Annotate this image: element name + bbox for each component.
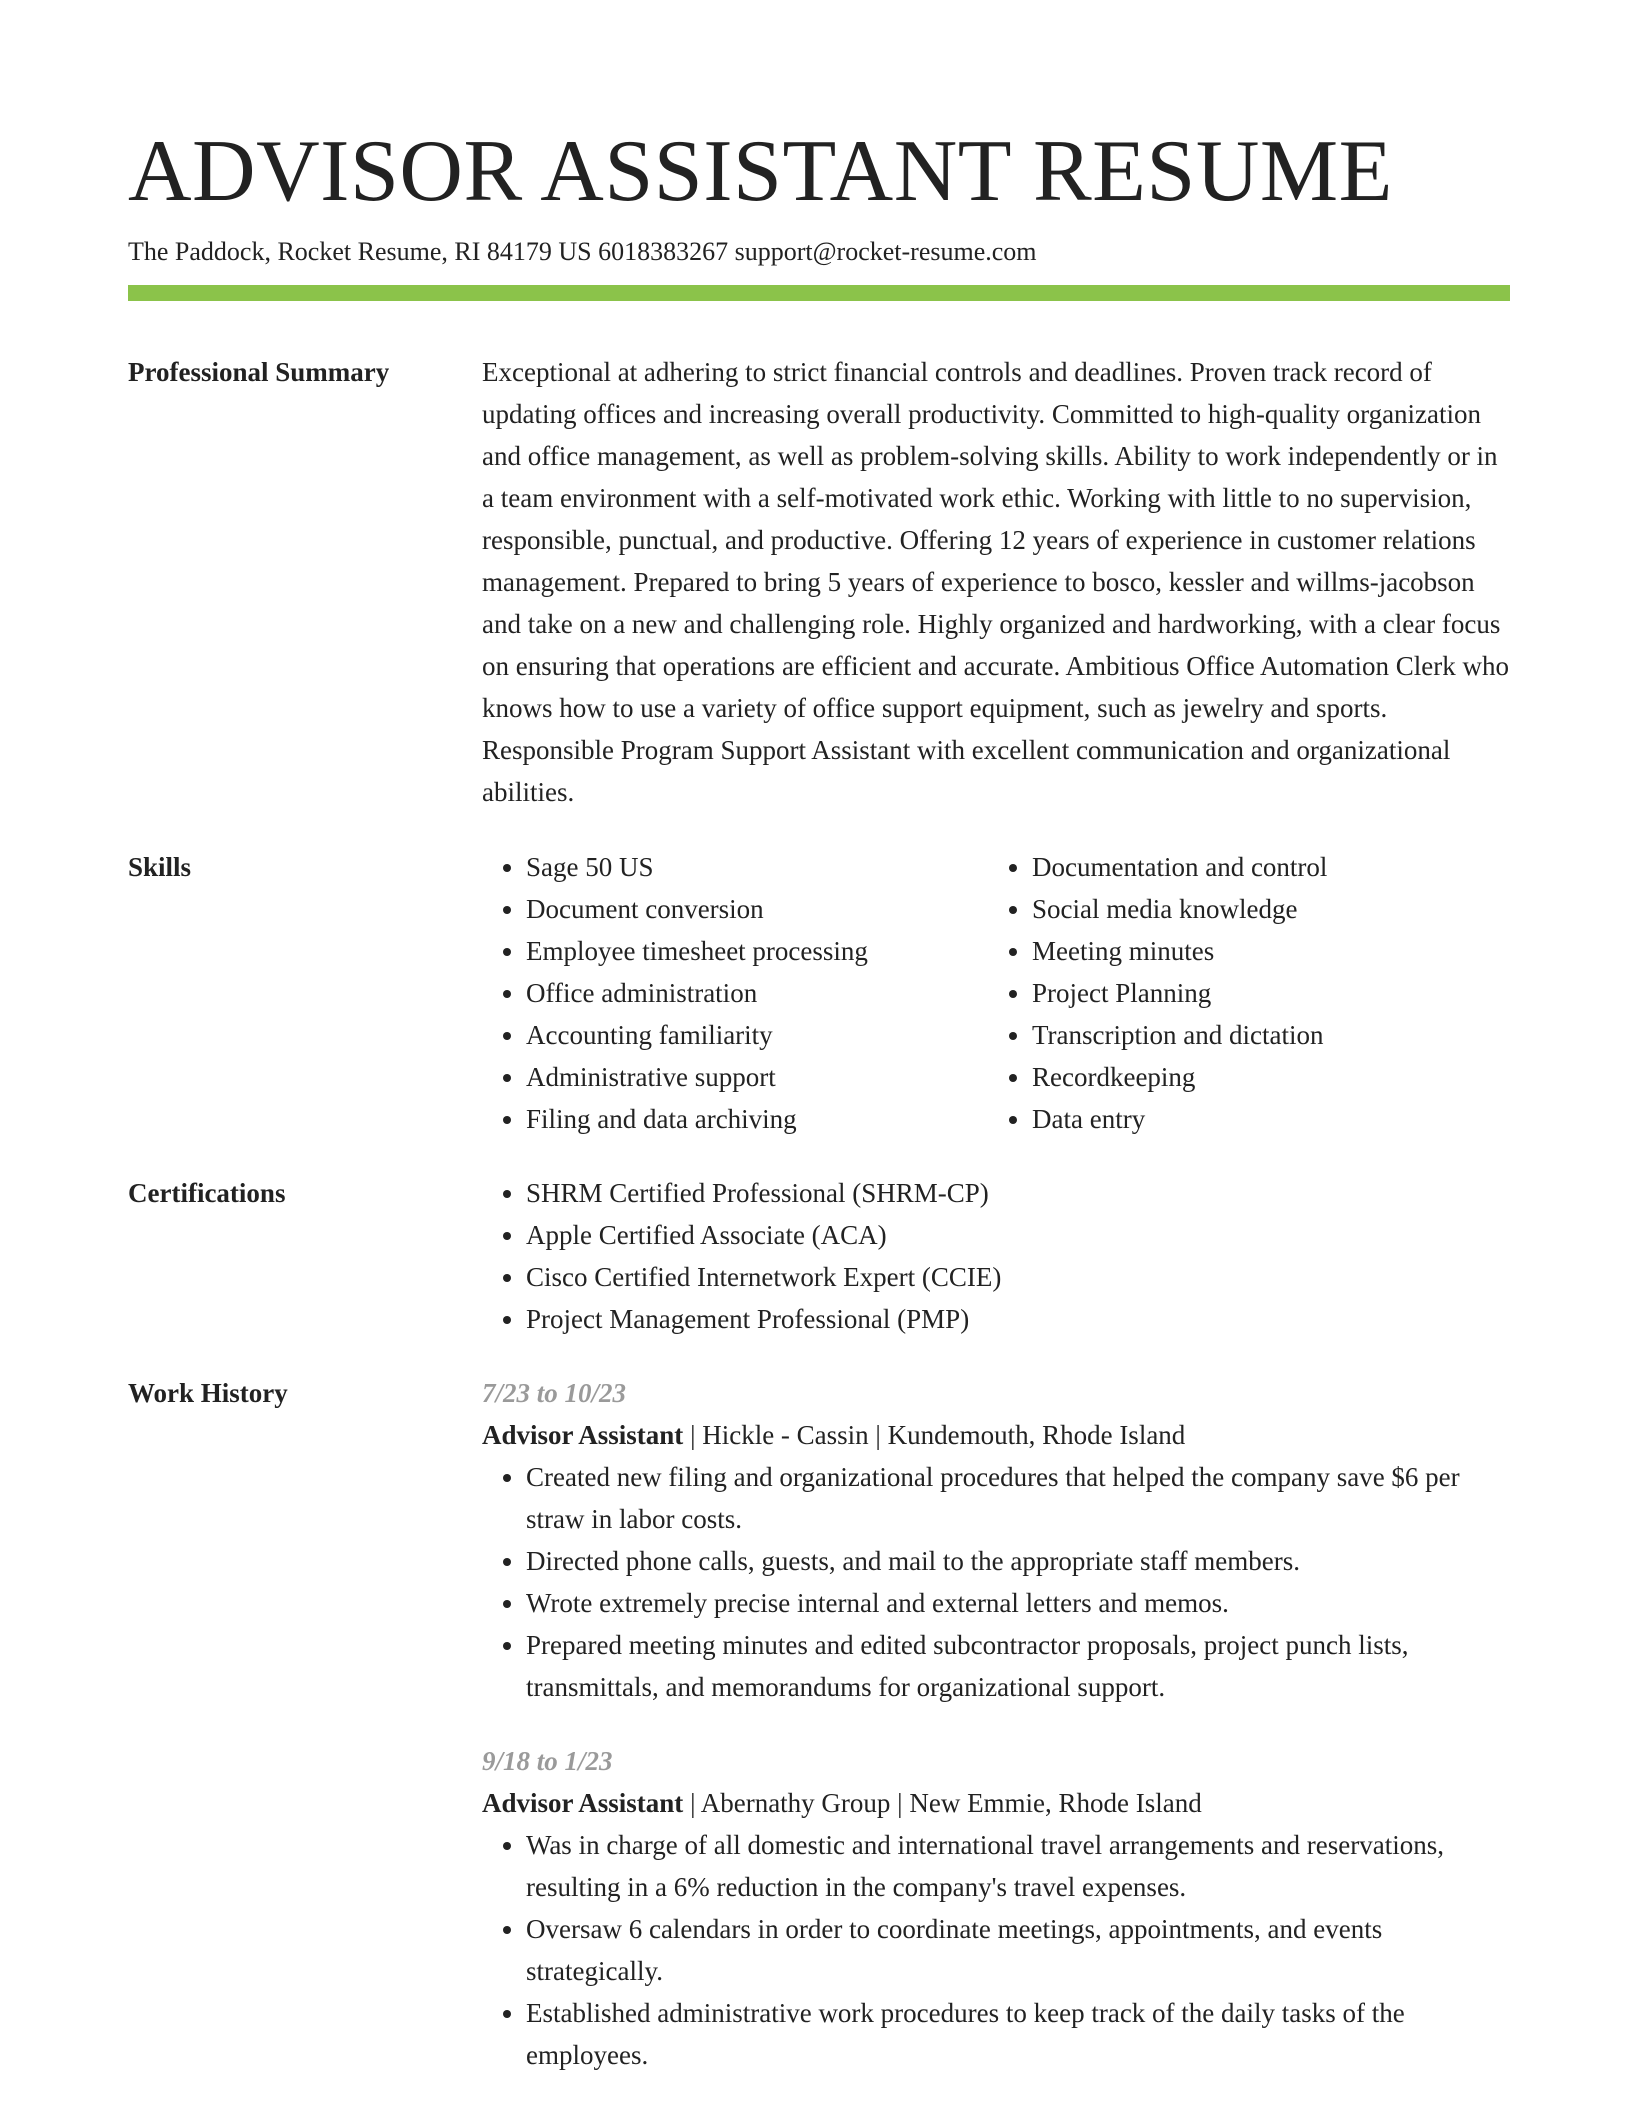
job-bullet: • Directed phone calls, guests, and mail to the appropriate staff members.: [526, 1540, 1510, 1582]
skill-item: • Document conversion: [526, 888, 988, 930]
job-bullet: • Created new filing and organizational procedures that helped the company save $6 per straw in labor costs.: [526, 1456, 1510, 1540]
job-employer-location: | Abernathy Group | New Emmie, Rhode Island: [683, 1788, 1202, 1818]
skill-item: • Accounting familiarity: [526, 1014, 988, 1056]
skill-item: • Administrative support: [526, 1056, 988, 1098]
skill-item: • Filing and data archiving: [526, 1098, 988, 1140]
job-bullet: • Was in charge of all domestic and international travel arrangements and reservations, resulting in a 6% reduction in the company's travel expenses.: [526, 1824, 1510, 1908]
job-heading: [482, 1782, 1510, 1824]
job-bullet: • Wrote extremely precise internal and external letters and memos.: [526, 1582, 1510, 1624]
job-employer-location: | Hickle - Cassin | Kundemouth, Rhode Island: [683, 1420, 1186, 1450]
skill-item: • Employee timesheet processing: [526, 930, 988, 972]
skill-item: • Transcription and dictation: [1032, 1014, 1494, 1056]
certification-item: • Project Management Professional (PMP): [526, 1298, 1510, 1340]
skills-list-right: [988, 846, 1494, 1140]
header-divider: [128, 285, 1510, 301]
certification-item: • Apple Certified Associate (ACA): [526, 1214, 1510, 1256]
job-bullet: • Established administrative work procedures to keep track of the daily tasks of the employees.: [526, 1992, 1510, 2076]
job-bullets: [482, 1456, 1510, 1708]
certifications-list: [482, 1172, 1510, 1340]
summary-section: [128, 351, 1510, 813]
skill-item: • Social media knowledge: [1032, 888, 1494, 930]
skill-item: • Recordkeeping: [1032, 1056, 1494, 1098]
skills-list-left: [482, 846, 988, 1140]
section-label-work-history: Work History: [128, 1378, 288, 1408]
skill-item: • Data entry: [1032, 1098, 1494, 1140]
skills-section: [128, 846, 1510, 1140]
job-bullet: • Oversaw 6 calendars in order to coordinate meetings, appointments, and events strategically.: [526, 1908, 1510, 1992]
certification-item: • SHRM Certified Professional (SHRM-CP): [526, 1172, 1510, 1214]
certifications-section: [128, 1172, 1510, 1340]
job-bullet: • Prepared meeting minutes and edited subcontractor proposals, project punch lists, transmittals, and memorandums for organizational support.: [526, 1624, 1510, 1708]
job-dates: 7/23 to 10/23: [482, 1378, 627, 1408]
job-title: Advisor Assistant: [482, 1788, 684, 1818]
job-entry: [482, 1372, 1510, 1708]
skill-item: • Office administration: [526, 972, 988, 1014]
contact-line: The Paddock, Rocket Resume, RI 84179 US 6018383267 support@rocket-resume.com: [128, 237, 1037, 266]
work-history-section: [128, 1372, 1510, 2076]
certification-item: • Cisco Certified Internetwork Expert (CCIE): [526, 1256, 1510, 1298]
job-dates: 9/18 to 1/23: [482, 1746, 613, 1776]
job-heading: [482, 1414, 1510, 1456]
skill-item: • Meeting minutes: [1032, 930, 1494, 972]
job-title: Advisor Assistant: [482, 1420, 684, 1450]
skill-item: • Sage 50 US: [526, 846, 988, 888]
job-bullets: [482, 1824, 1510, 2076]
job-entry: [482, 1740, 1510, 2076]
section-label-summary: Professional Summary: [128, 357, 390, 387]
summary-text: Exceptional at adhering to strict financial controls and deadlines. Proven track record of updating offices and increasing overall productivity. Committed to high-quality organization and office management, as well as problem-solving skills. Ability to work independently or in a team environment with a self-motivated work ethic. Working with little to no supervision, responsible, punctual, and productive. Offering 12 years of experience in customer relations management. Prepared to bring 5 years of experience to bosco, kessler and willms-jacobson and take on a new and challenging role. Highly organized and hardworking, with a clear focus on ensuring that operations are efficient and accurate. Ambitious Office Automation Clerk who knows how to use a variety of office support equipment, such as jewelry and sports. Responsible Program Support Assistant with excellent communication and organizational abilities.: [482, 357, 1509, 807]
section-label-certifications: Certifications: [128, 1178, 286, 1208]
skill-item: • Documentation and control: [1032, 846, 1494, 888]
resume-title: ADVISOR ASSISTANT RESUME: [128, 123, 1393, 220]
skill-item: • Project Planning: [1032, 972, 1494, 1014]
resume-page: [128, 118, 1510, 2076]
section-label-skills: Skills: [128, 852, 192, 882]
